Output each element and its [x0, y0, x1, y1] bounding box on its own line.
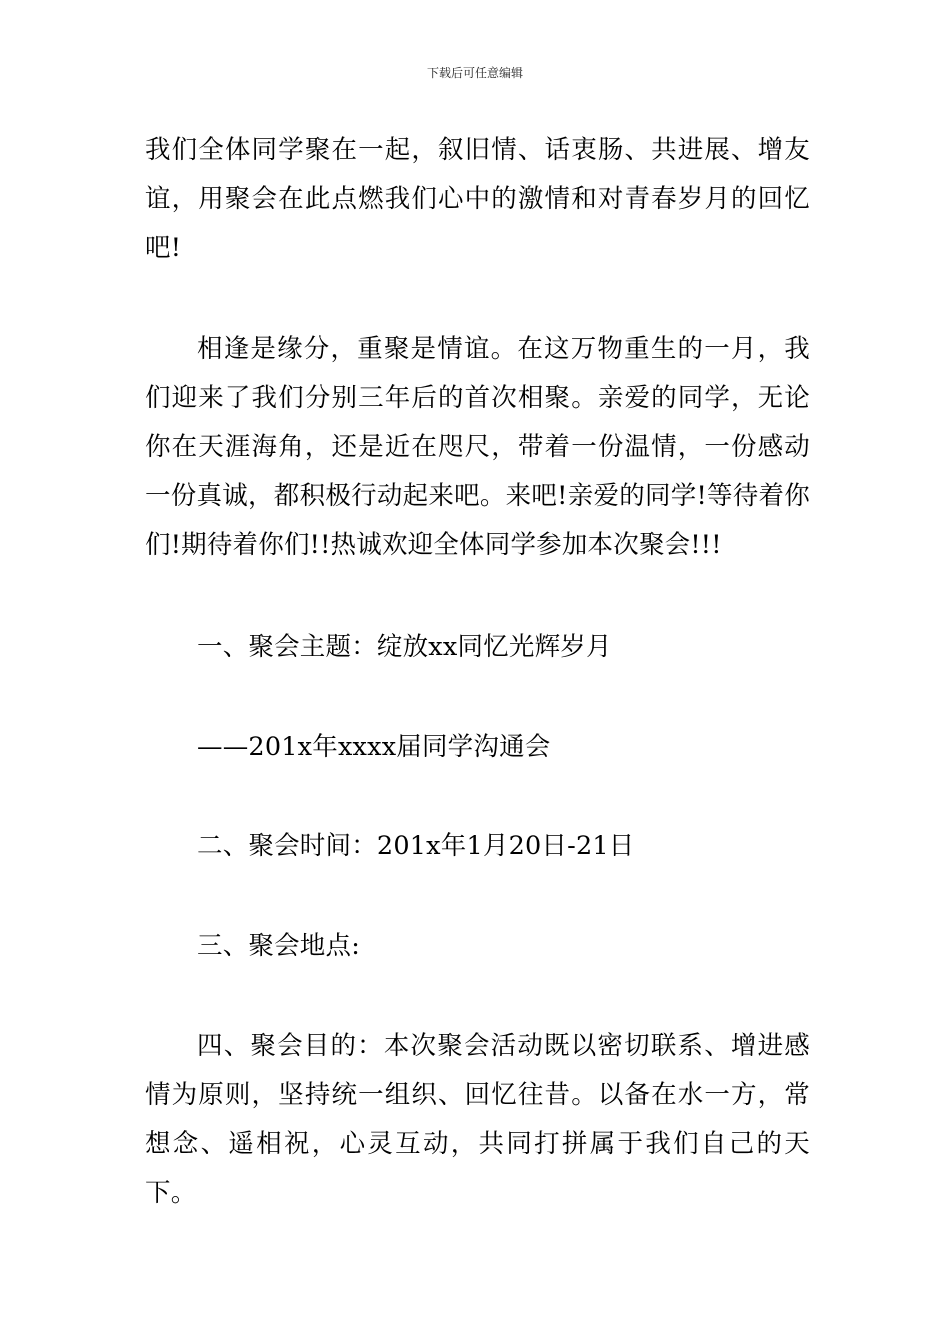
- item-time: 二、聚会时间：201x年1月20日-21日: [197, 831, 635, 861]
- item-theme: 一、聚会主题：绽放xx同忆光辉岁月: [197, 632, 612, 662]
- paragraph-opening: 我们全体同学聚在一起，叙旧情、话衷肠、共进展、增友谊，用聚会在此点燃我们心中的激情和对青春岁月的回忆吧!: [145, 135, 810, 263]
- page-header: 下载后可任意编辑: [426, 66, 523, 80]
- item-purpose: 四、聚会目的：本次聚会活动既以密切联系、增进感情为原则，坚持统一组织、回忆往昔。以备在水一方，常想念、遥相祝，心灵互动，共同打拼属于我们自己的天下。: [145, 1031, 810, 1208]
- item-subtitle: ——201x年xxxx届同学沟通会: [197, 732, 551, 762]
- paragraph-invitation: 相逢是缘分，重聚是情谊。在这万物重生的一月，我们迎来了我们分别三年后的首次相聚。亲爱的同学，无论你在天涯海角，还是近在咫尺，带着一份温情，一份感动一份真诚，都积极行动起来吧。来吧!亲爱的同学!等待着你们!期待着你们!!热诚欢迎全体同学参加本次聚会!!!: [145, 334, 810, 560]
- item-location: 三、聚会地点:: [197, 931, 360, 961]
